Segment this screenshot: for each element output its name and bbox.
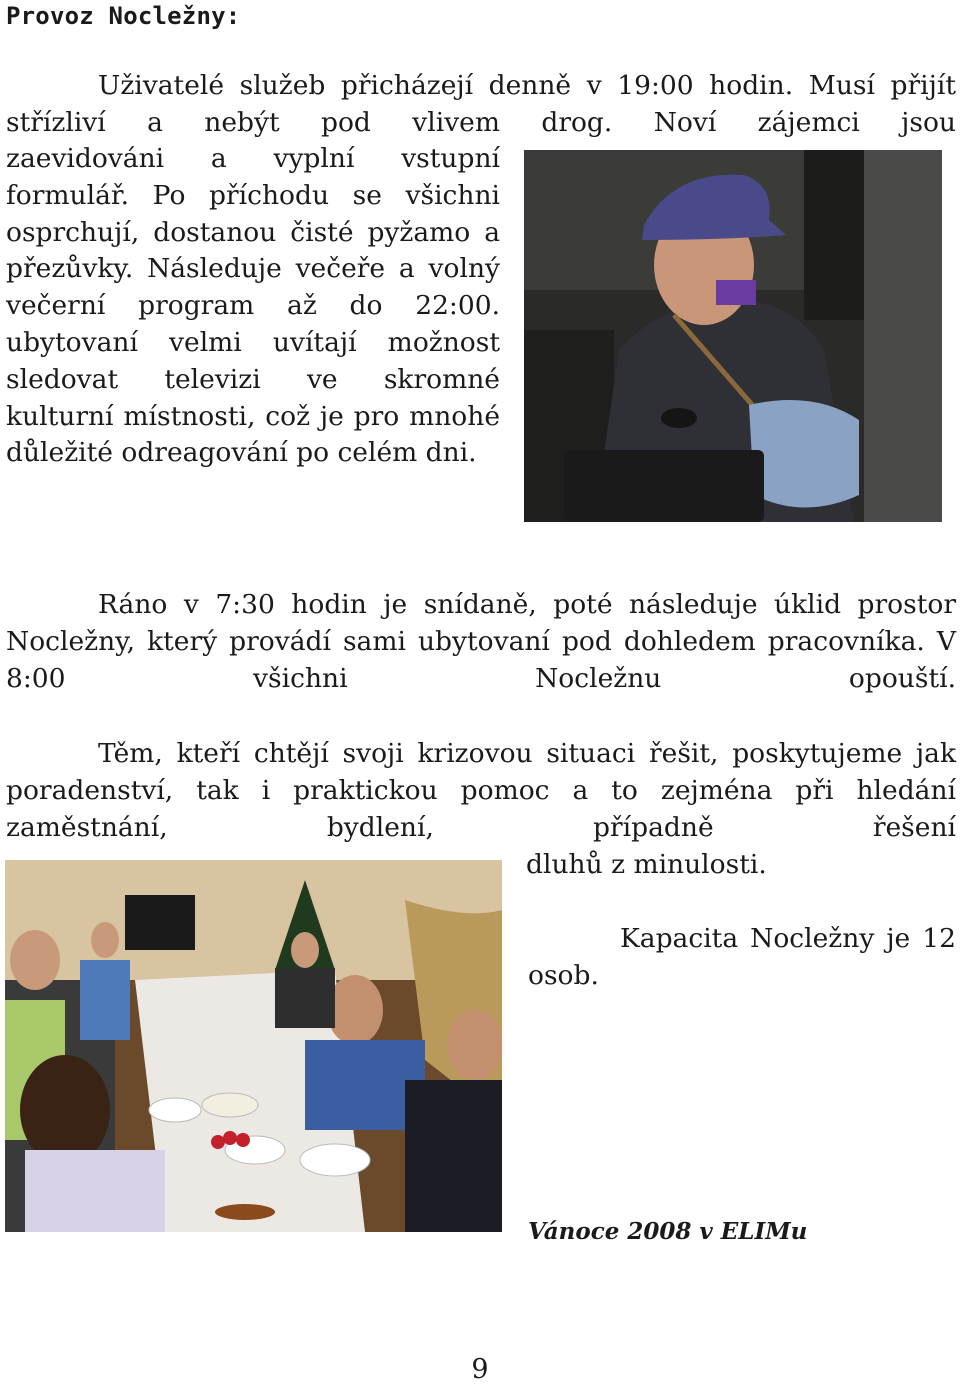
photo-caption: Vánoce 2008 v ELIMu [528, 1218, 808, 1245]
paragraph-evening-program: zaevidováni a vyplní vstupní formulář. Po příchodu se všichni osprchují, dostanou čisté pyžamo a přezůvky. Následuje večeře a volný večerní program až do 22:00. ubytovaní velmi uvítají možnost sledovat televizi ve skromné kulturní místnosti, což je pro mnohé důležité odreagování po celém dni. [6, 143, 500, 469]
photo-elderly-man [524, 150, 942, 522]
paragraph-assistance-end: dluhů z minulosti. [526, 849, 767, 880]
section-heading: Provoz Nocležny: [6, 2, 241, 30]
paragraph-assistance: Těm, kteří chtějí svoji krizovou situaci řešit, poskytujeme jak poradenství, tak i praktickou pomoc a to zejména při hledání zaměstnání, bydlení, případně řešení [6, 738, 956, 843]
paragraph-capacity: Kapacita Nocležny je 12 osob. [528, 923, 956, 991]
paragraph-arrival-intro: Uživatelé služeb přicházejí denně v 19:00 hodin. Musí přijít střízliví a nebýt pod vlivem drog. Noví zájemci jsou [6, 70, 956, 138]
paragraph-morning: Ráno v 7:30 hodin je snídaně, poté následuje úklid prostor Nocležny, který provádí sami ubytovaní pod dohledem pracovníka. V 8:00 všichni Nocležnu opouští. [6, 589, 956, 694]
page-number: 9 [471, 1354, 489, 1385]
photo-christmas-dinner [5, 860, 502, 1232]
